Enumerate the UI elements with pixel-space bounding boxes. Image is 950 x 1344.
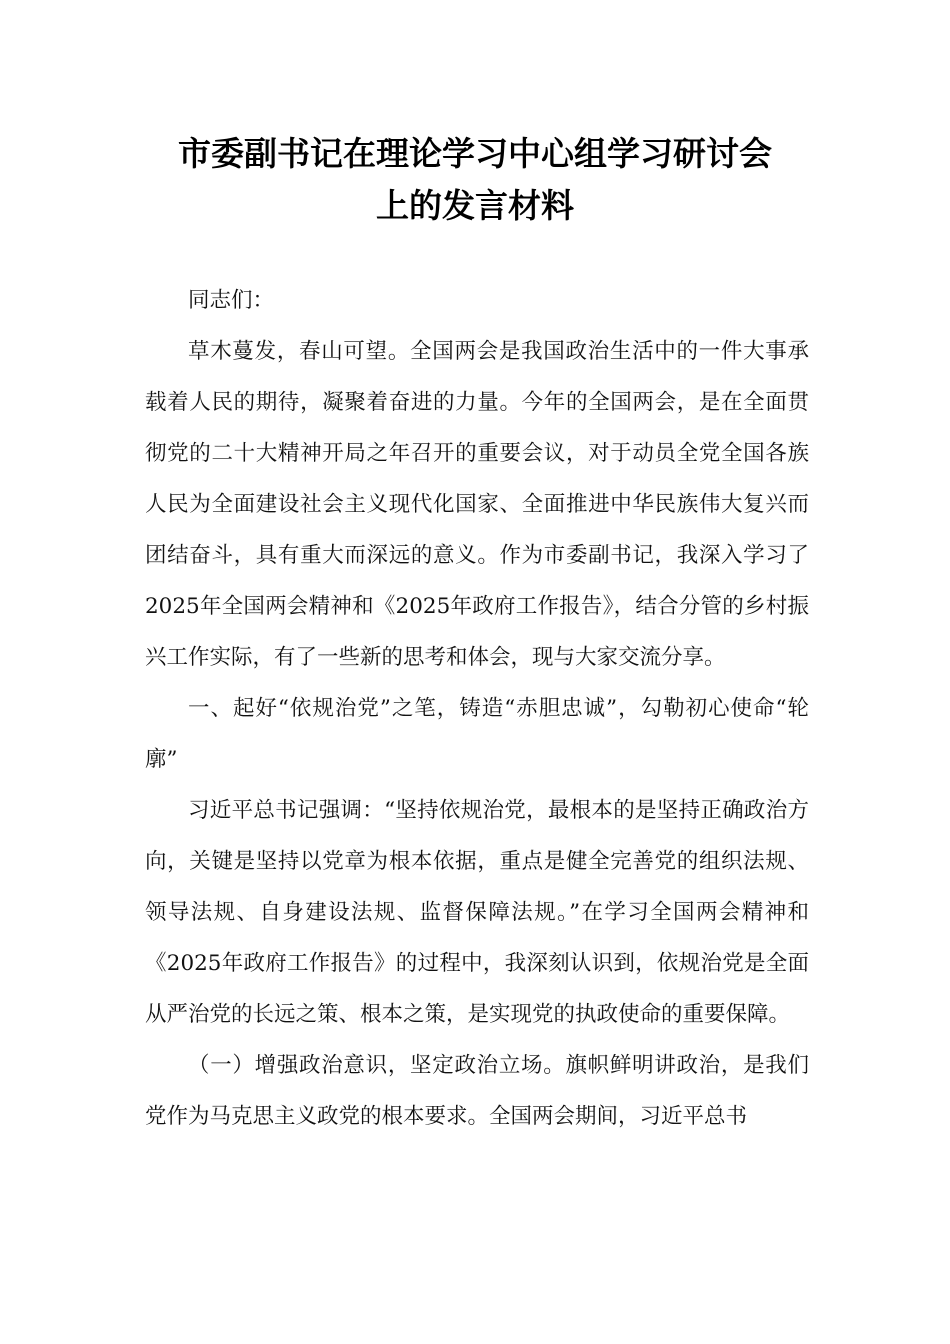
- paragraph-intro: 草木蔓发，春山可望。全国两会是我国政治生活中的一件大事承载着人民的期待，凝聚着奋进的力量。今年的全国两会，是在全面贯彻党的二十大精神开局之年召开的重要会议，对于动员全党全国各族人民为全面建设社会主义现代化国家、全面推进中华民族伟大复兴而团结奋斗，具有重大而深远的意义。作为市委副书记，我深入学习了2025年全国两会精神和《2025年政府工作报告》，结合分管的乡村振兴工作实际，有了一些新的思考和体会，现与大家交流分享。: [145, 339, 809, 670]
- salutation: 同志们：: [188, 288, 275, 313]
- title-line-1: 市委副书记在理论学习中心组学习研讨会: [178, 134, 772, 173]
- title-line-2: 上的发言材料: [376, 186, 574, 225]
- document-title: [0, 128, 950, 232]
- section-heading-1: 一、起好“依规治党”之笔，铸造“赤胆忠诚”，勾勒初心使命“轮廓”: [145, 696, 809, 772]
- paragraph-section-1: 习近平总书记强调：“坚持依规治党，最根本的是坚持正确政治方向，关键是坚持以党章为根本依据，重点是健全完善党的组织法规、领导法规、自身建设法规、监督保障法规。”在学习全国两会精神和《2025年政府工作报告》的过程中，我深刻认识到，依规治党是全面从严治党的长远之策、根本之策，是实现党的执政使命的重要保障。: [145, 798, 809, 1027]
- document-body: [145, 275, 809, 1142]
- subsection-1: （一）增强政治意识，坚定政治立场。旗帜鲜明讲政治，是我们党作为马克思主义政党的根本要求。全国两会期间，习近平总书: [145, 1053, 809, 1129]
